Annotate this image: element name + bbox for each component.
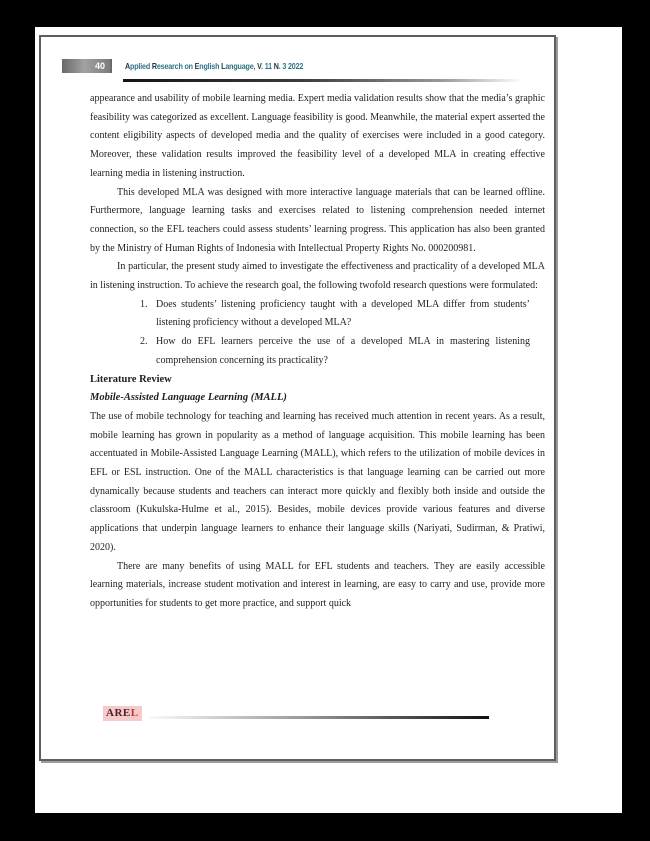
page-number: 40 <box>94 61 105 71</box>
item-text: How do EFL learners perceive the use of a developed MLA in mastering listening comprehension concerning its practicality? <box>156 336 530 366</box>
article-body <box>90 90 545 614</box>
item-number: 1. <box>140 298 148 310</box>
research-question-list <box>140 296 530 371</box>
logo-text-accent: L <box>130 707 139 719</box>
list-item <box>140 296 530 333</box>
page-number-badge <box>62 59 112 73</box>
paragraph-mall-intro: The use of mobile technology for teaching and learning has received much attention in recent years. As a result, mobile learning has grown in popularity as a method of language acquisition. This mobile learning has been accentuated in Mobile-Assisted Language Learning (MALL), which refers to the utilization of mobile devices in EFL or ESL instruction. One of the MALL characteristics is that language learning can be carried out more dynamically because students and teachers can interact more quickly and flexibly both inside and outside the classroom (Kukulska-Hulme et al., 2015). Besides, mobile devices provide various features and diverse applications that underpin language learners to enhance their language skills (Nariyati, Sudirman, & Pratiwi, 2020). <box>90 410 545 553</box>
logo-text-main: ARE <box>106 707 131 719</box>
document-page <box>35 27 622 813</box>
section-heading: Literature Review <box>90 373 172 385</box>
paragraph-mall-benefits: There are many benefits of using MALL for EFL students and teachers. They are easily accessible learning materials, increase student motivation and interest in learning, are easy to carry and use, provide more opportunities for students to get more practice, and support quick <box>90 560 545 609</box>
item-number: 2. <box>140 336 148 348</box>
list-item <box>140 333 530 370</box>
item-text: Does students’ listening proficiency taught with a developed MLA differ from students’ listening proficiency without a developed MLA? <box>156 298 530 329</box>
paragraph-study-aim: In particular, the present study aimed to investigate the effectiveness and practicality of a developed MLA in listening instruction. To achieve the research goal, the following twofold research questions were formulated: <box>90 261 545 292</box>
journal-title: Applied Research on English Language, V. 11 N. 3 2022 <box>125 61 304 71</box>
subsection-heading: Mobile-Assisted Language Learning (MALL) <box>90 392 287 404</box>
footer-rule <box>149 716 489 719</box>
paragraph-continuation: appearance and usability of mobile learning media. Expert media validation results show that the media’s graphic feasibility was categorized as excellent. Language feasibility is good. Meanwhile, the material expert asserted the content eligibility aspects of developed media and the quality of exercises were included in a good category. Moreover, these validation results improved the feasibility level of a developed MLA in creating effective learning media in listening instruction. <box>90 93 545 179</box>
journal-logo <box>103 706 142 721</box>
header-rule <box>123 79 523 82</box>
paragraph-mla-design: This developed MLA was designed with more interactive language materials that can be learned offline. Furthermore, language learning tasks and exercises related to listening comprehension needed internet connection, so the EFL teachers could assess students’ learning progress. This application has also been granted by the Ministry of Human Rights of Indonesia with Intellectual Property Rights No. 000200981. <box>90 186 545 254</box>
